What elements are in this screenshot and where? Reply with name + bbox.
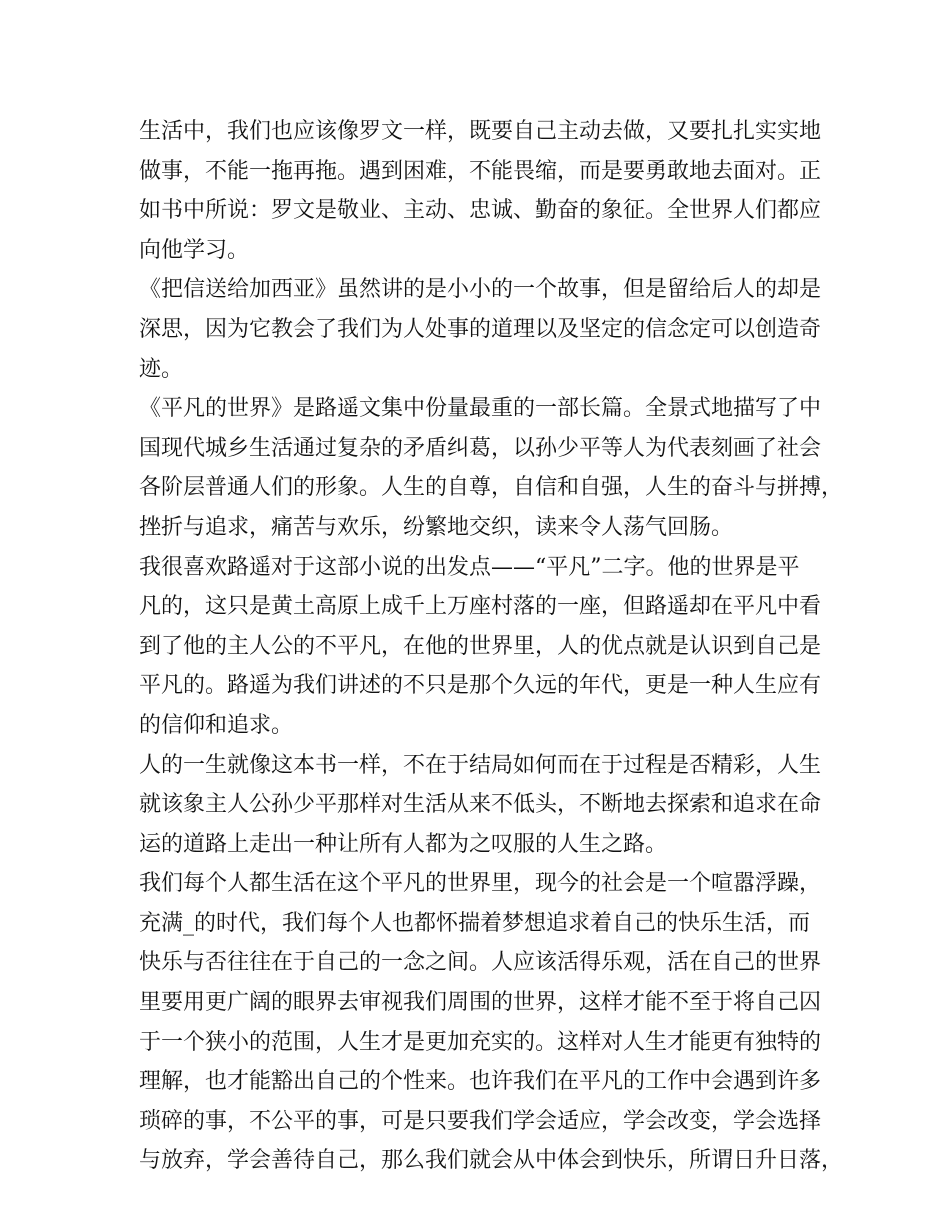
- text-line: 《把信送给加西亚》虽然讲的是小小的一个故事，但是留给后人的却是: [139, 277, 822, 303]
- text-line: 快乐与否往往在于自己的一念之间。人应该活得乐观，活在自己的世界: [139, 950, 822, 976]
- text-line: 里要用更广阔的眼界去审视我们周围的世界，这样才能不至于将自己囚: [139, 990, 822, 1016]
- text-line: 凡的，这只是黄土高原上成千上万座村落的一座，但路遥却在平凡中看: [139, 594, 822, 620]
- text-line: 到了他的主人公的不平凡，在他的世界里，人的优点就是认识到自己是: [139, 633, 822, 659]
- text-line: 《平凡的世界》是路遥文集中份量最重的一部长篇。全景式地描写了中: [139, 396, 822, 422]
- text-line: 与放弃，学会善待自己，那么我们就会从中体会到快乐，所谓日升日落，: [139, 1148, 844, 1174]
- text-line: 于一个狭小的范围，人生才是更加充实的。这样对人生才能更有独特的: [139, 1029, 822, 1055]
- text-line: 我很喜欢路遥对于这部小说的出发点——“平凡”二字。他的世界是平: [139, 554, 800, 580]
- text-line: 国现代城乡生活通过复杂的矛盾纠葛，以孙少平等人为代表刻画了社会: [139, 435, 822, 461]
- text-line: 生活中，我们也应该像罗文一样，既要自己主动去做，又要扎扎实实地: [139, 119, 822, 144]
- text-line: 做事，不能一拖再拖。遇到困难，不能畏缩，而是要勇敢地去面对。正: [139, 158, 822, 184]
- text-line: 如书中所说：罗文是敬业、主动、忠诚、勤奋的象征。全世界人们都应: [139, 198, 822, 224]
- text-line: 各阶层普通人们的形象。人生的自尊，自信和自强，人生的奋斗与拼搏，: [139, 475, 844, 501]
- text-line: 向他学习。: [139, 237, 250, 263]
- text-line: 充满_的时代，我们每个人也都怀揣着梦想追求着自己的快乐生活，而: [139, 910, 811, 936]
- body-text: [139, 112, 844, 1181]
- text-line: 琐碎的事，不公平的事，可是只要我们学会适应，学会改变，学会选择: [139, 1108, 822, 1134]
- text-line: 我们每个人都生活在这个平凡的世界里，现今的社会是一个喧嚣浮躁，: [139, 871, 822, 897]
- text-line: 深思，因为它教会了我们为人处事的道理以及坚定的信念定可以创造奇: [139, 316, 822, 342]
- text-line: 迹。: [139, 356, 184, 382]
- text-line: 就该象主人公孙少平那样对生活从来不低头，不断地去探索和追求在命: [139, 792, 822, 818]
- text-line: 人的一生就像这本书一样，不在于结局如何而在于过程是否精彩，人生: [139, 752, 822, 778]
- text-line: 运的道路上走出一种让所有人都为之叹服的人生之路。: [139, 831, 668, 857]
- text-line: 理解，也才能豁出自己的个性来。也许我们在平凡的工作中会遇到许多: [139, 1069, 822, 1095]
- text-line: 挫折与追求，痛苦与欢乐，纷繁地交织，读来令人荡气回肠。: [139, 514, 734, 540]
- text-line: 平凡的。路遥为我们讲述的不只是那个久远的年代，更是一种人生应有: [139, 673, 822, 699]
- text-line: 的信仰和追求。: [139, 712, 294, 738]
